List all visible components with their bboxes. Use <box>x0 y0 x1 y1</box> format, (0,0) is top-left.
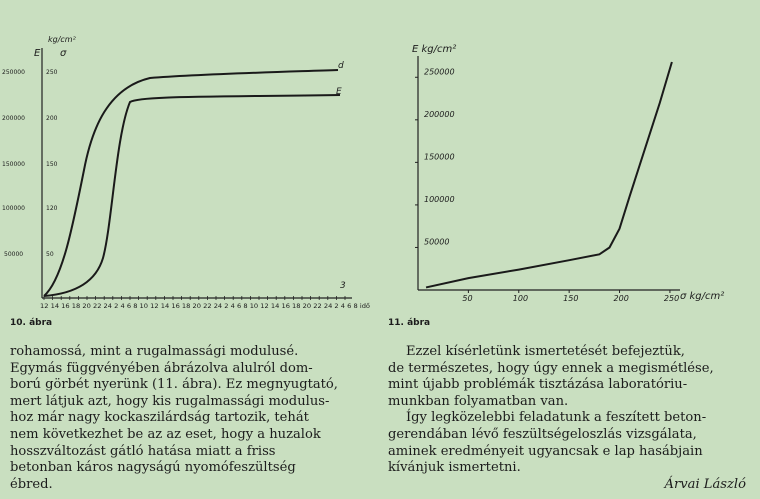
fig10-curve-label-e: E <box>336 87 342 97</box>
fig10-y-ticks <box>2 69 58 258</box>
fig11-y-tick-label: 50000 <box>424 237 450 247</box>
fig10-axis-label-e: E <box>34 48 41 59</box>
text-line: ború görbét nyerünk (11. ábra). Ez megnyugtató, <box>10 377 338 393</box>
fig11-x-tick-label: 100 <box>512 294 529 303</box>
fig10-tick-e-2: 150000 <box>2 161 25 168</box>
fig10-tick-s-2: 150 <box>46 161 58 168</box>
fig11-x-tick-label: 250 <box>663 294 680 303</box>
fig10-tick-s-3: 120 <box>46 205 58 212</box>
fig10-curve-label-3: 3 <box>340 281 346 291</box>
fig10-tick-s-0: 250 <box>46 69 58 76</box>
text-line: hosszváltozást gátló hatása miatt a friss <box>10 443 276 459</box>
text-line: nem következhet be az az eset, hogy a huzalok <box>10 426 321 442</box>
fig10-tick-e-4: 50000 <box>4 251 24 258</box>
text-line: Így legközelebbi feladatunk a feszített beton- <box>406 410 707 426</box>
fig10-curve-d <box>44 70 338 296</box>
fig11-y-tick-label: 200000 <box>424 109 455 119</box>
fig10-x-tick-labels: 12 14 16 18 20 22 24 2 4 6 8 10 12 14 16 18 20 22 24 2 4 6 8 10 12 14 16 18 20 22 24 2 4 6 8 idő <box>40 303 371 310</box>
text-line: Egymás függvényében ábrázolva alulról dom- <box>10 360 313 376</box>
right-text-column <box>388 344 746 493</box>
text-line: mert látjuk azt, hogy kis rugalmassági modulus- <box>10 393 330 409</box>
fig10-axis-unit: kg/cm² <box>48 35 76 44</box>
fig11-xlabel: σ kg/cm² <box>680 291 725 302</box>
fig11-ylabel: E kg/cm² <box>412 44 457 55</box>
figure-10-chart <box>0 0 375 318</box>
fig10-curve-e <box>44 95 340 296</box>
fig11-caption: 11. ábra <box>388 318 431 328</box>
fig10-curve-label-d: d <box>338 61 344 71</box>
fig11-y-tick-label: 250000 <box>424 67 455 77</box>
fig10-tick-e-1: 200000 <box>2 115 25 122</box>
text-line: mint újabb problémák tisztázása laboratóriu- <box>388 377 688 393</box>
text-line: Ezzel kísérletünk ismertetését befejeztük, <box>406 344 685 359</box>
fig11-y-tick-label: 150000 <box>424 152 455 162</box>
fig10-tick-e-0: 250000 <box>2 69 25 76</box>
author-signature: Árvai László <box>664 476 746 492</box>
figure-11-chart <box>380 0 760 318</box>
text-line: betonban káros nagyságú nyomófeszültség <box>10 460 296 476</box>
fig11-x-tick-label: 200 <box>613 294 629 303</box>
fig10-tick-s-1: 200 <box>46 115 58 122</box>
text-line: hoz már nagy kockaszilárdság tartozik, tehát <box>10 410 309 426</box>
fig10-tick-e-3: 100000 <box>2 205 25 212</box>
text-line: de természetes, hogy úgy ennek a megismétlése, <box>388 360 714 376</box>
text-line: munkban folyamatban van. <box>388 393 569 409</box>
fig11-y-ticks <box>415 67 455 247</box>
fig11-series-e-line <box>426 62 672 287</box>
left-text-column <box>10 344 368 493</box>
text-line: ébred. <box>10 476 53 492</box>
fig10-caption: 10. ábra <box>10 318 53 328</box>
text-line: gerendában lévő feszültségeloszlás vizsgálata, <box>388 426 697 442</box>
fig11-x-tick-label: 150 <box>563 294 579 303</box>
fig10-axis-label-sigma: σ <box>60 48 67 59</box>
fig11-y-tick-label: 100000 <box>424 194 455 204</box>
text-line: aminek eredményeit ugyancsak e lap hasábjain <box>388 443 703 459</box>
text-line: rohamossá, mint a rugalmassági modulusé. <box>10 344 299 359</box>
fig11-x-ticks <box>462 290 679 303</box>
fig10-tick-s-4: 50 <box>46 251 54 258</box>
fig11-x-tick-label: 50 <box>462 294 473 303</box>
text-line: kívánjuk ismertetni. <box>388 460 521 476</box>
